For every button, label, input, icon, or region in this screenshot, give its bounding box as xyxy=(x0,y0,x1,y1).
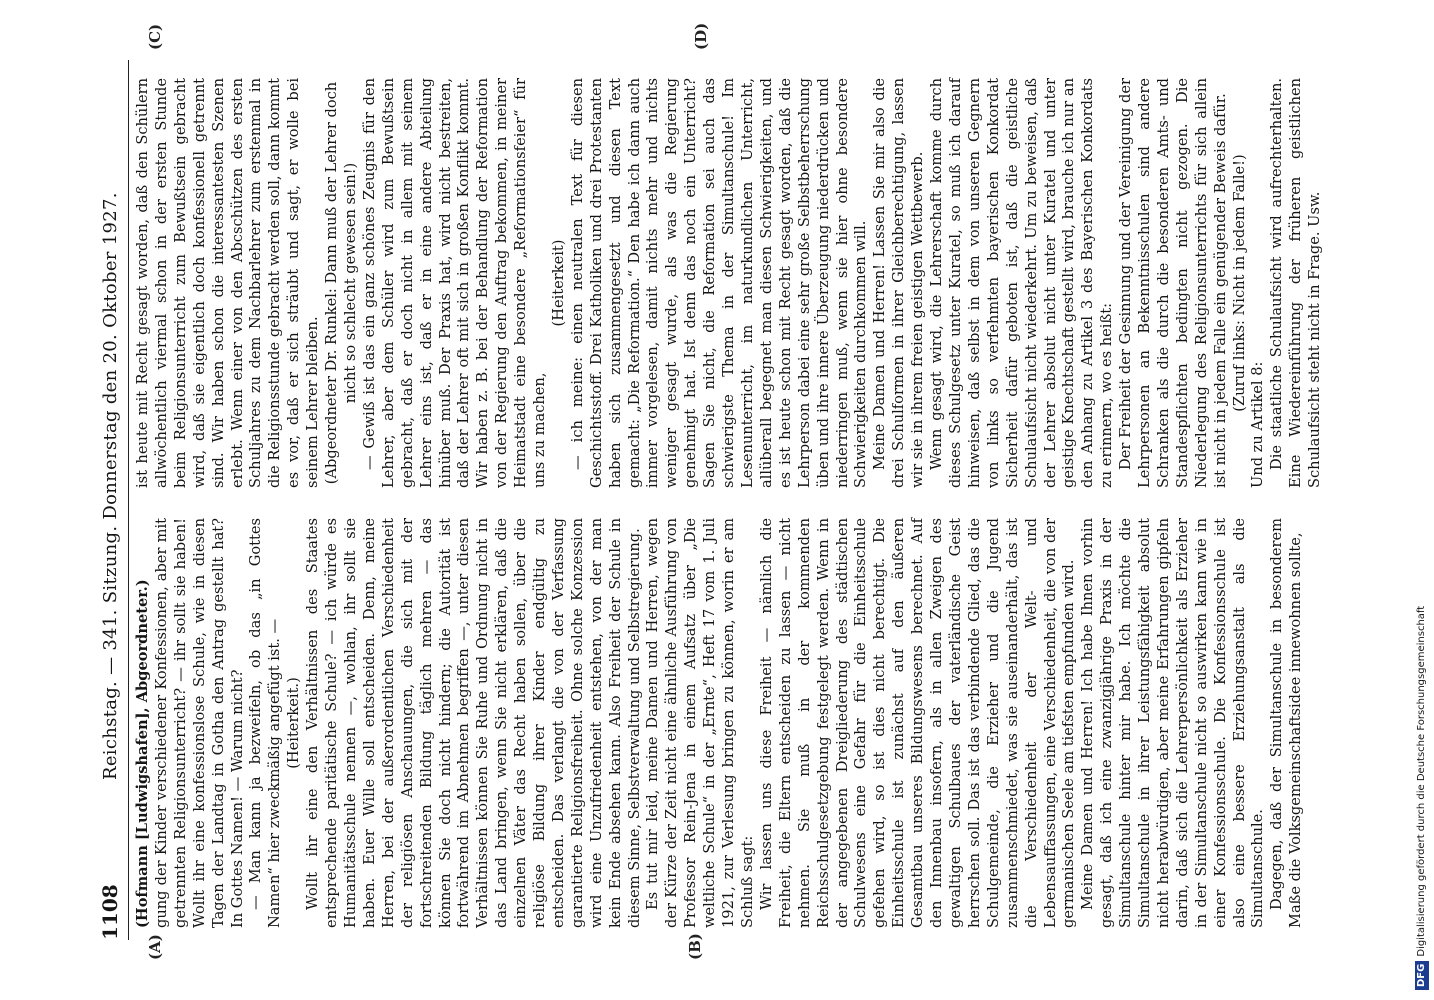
quotation: Der Freiheit der Gesinnung und der Vereinigung der Lehrpersonen an Bekenntnisschulen sind andere Schranken als die durch die besonderen Amts- und Standespflichten bedingten nicht gezogen. Die Niederlegung des Religionsunterrichts für sich allein ist nicht in jedem Falle ein genügender Beweis dafür. xyxy=(1117,78,1229,488)
page-number: 1108 xyxy=(98,884,122,940)
margin-marker-b: (B) xyxy=(686,933,704,960)
dfg-logo: DFG xyxy=(1415,961,1429,990)
paragraph: — ich meine: einen neutralen Text für diesen Geschichtsstoff. Drei Katholiken und drei Protestanten haben sich zusammengesetzt und diesen Text gemacht: „Die Reformation.“ Den habe ich dann auch immer vorgelesen, damit nichts mehr und nichts weniger gesagt wurde, als was die Regierung genehmigt hat. Ist denn das noch ein Unterricht? Sagen Sie nicht, die Reformation sei auch das schwierigste Thema in der Simultanschule! Im Lesenunterricht, im naturkundlichen Unterricht, allüberall begegnet man diesen Schwierigkeiten, und es ist heute schon mit Recht gesagt worden, daß die Lehrperson dabei eine sehr große Selbstbeherrschung üben und ihre innere Überzeugung niederdrücken und niederringen muß, wenn sie hier ohne besondere Schwierigkeiten durchkommen will. xyxy=(568,78,870,488)
header-rule xyxy=(128,60,129,940)
credit-text: Digitalisierung gefördert durch die Deutsche Forschungsgemeinschaft xyxy=(1416,605,1427,957)
quotation: Wir lassen uns diese Freiheit — nämlich die Freiheit, die Eltern entscheiden zu lassen — nicht nehmen. Sie muß in der kommenden Reichsschulgesetzgebung festgelegt werden. Wenn in der angegebenen Dreigliederung des städtischen Schulwesens eine Gefahr für die Einheitsschule gefehen wird, so ist dies nicht berechtigt. Die Einheitsschule ist zunächst auf den äußeren Gesamtbau unseres Bildungswesens berechnet. Auf den Innenbau insofern, als in allen Zweigen des gewaltigen Schulbaues der vaterländische Geist herrschen soll. Das ist das verbindende Glied, das die Schulgemeinde, die Erzieher und die Jugend zusammenschmiedet, was sie auseinanderhält, das ist die Verschiedenheit der Welt- und Lebensauffassungen, eine Verschiedenheit, die von der germanischen Seele am tiefsten empfunden wird. xyxy=(757,518,1078,928)
interjection: (Abgeordneter Dr. Runkel: Dann muß der Lehrer doch nicht so schlecht gewesen sein!) xyxy=(323,81,359,485)
paragraph: gung der Kinder verschiedener Konfessionen, aber mit getrennten Religionsunterricht? — ihr sollt sie haben! Wollt ihr eine konfessionslose Schule, wie in diesen Tagen der Landtag in Gotha den Antrag gestellt hat? In Gottes Namen! — Warum nicht? xyxy=(152,518,246,928)
paragraph: Dagegen, daß der Simultanschule in besonderem Maße die Volksgemeinschaftsidee innewohnen sollte, xyxy=(1268,518,1305,928)
interjection: (Heiterkeit.) xyxy=(285,677,303,769)
paragraph: — Man kann ja bezweifeln, ob das „in Gottes Namen“ hier zweckmäßig angefügt ist. — xyxy=(247,518,284,928)
paragraph: ist heute mit Recht gesagt worden, daß den Schülern allwöchentlich viermal schon in der ersten Stunde beim Religionsunterricht zum Bewußtsein gebracht wird, daß sie eigentlich doch konfessionell getrennt sind. Wir haben schon die interessantesten Szenen erlebt. Wenn einer von den Abcschützen des ersten Schuljahres zu dem Nachbarlehrer zum erstenmal in die Religionsstunde gebracht werden soll, dann kommt es vor, daß er sich sträubt und sagt, er wolle bei seinem Lehrer bleiben. xyxy=(134,78,322,488)
paragraph: Wollt ihr eine den Verhältnissen des Staates entsprechende paritätische Schule? — ich würde es Humanitätsschule nennen —, wohlan, ihr sollt sie haben. Euer Wille soll entscheiden. Denn, meine Herren, bei der außerordentlichen Verschiedenheit der religiösen Anschauungen, die sich mit der fortschreitenden Bildung täglich mehren — das können Sie doch nicht hindern; die Autorität ist fortwährend im Abnehmen begriffen —, unter diesen Verhältnissen können Sie Ruhe und Ordnung nicht in das Land bringen, wenn Sie nicht erklären, daß die einzelnen Väter das Recht haben sollen, über die religiöse Bildung ihrer Kinder endgültig zu entscheiden. Das verlangt die von der Verfassung garantierte Religionsfreiheit. Ohne solche Konzession wird eine Unzufriedenheit entstehen, von der man kein Ende absehen kann. Also Freiheit der Schule in diesem Sinne, Selbstverwaltung und Selbstregierung. xyxy=(304,518,643,928)
paragraph: Und zu Artikel 8: xyxy=(1249,361,1267,488)
margin-marker-d: (D) xyxy=(692,22,710,50)
paragraph: Meine Damen und Herren! Ich habe Ihnen vorhin gesagt, daß ich eine zwanzigjährige Praxis in der Simultanschule hinter mir habe. Ich möchte die Simultanschule in ihrer Leistungsfähigkeit absolut nicht herabwürdigen, aber meine Erfahrungen gipfeln darin, daß sich die Lehrerpersönlichkeit als Erzieher in der Simultanschule nicht so auswirken kann wie in einer Konfessionsschule. Die Konfessionsschule ist also eine bessere Erziehungsanstalt als die Simultanschule. xyxy=(1079,518,1267,928)
right-column xyxy=(134,78,1324,488)
running-title: Reichstag. — 341. Sitzung. Donnerstag den 20. Oktober 1927. xyxy=(100,192,121,780)
digitization-credit xyxy=(1412,0,1432,1000)
paragraph: Meine Damen und Herren! Lassen Sie mir also die drei Schulformen in ihrer Gleichberechtigung, lassen wir sie in ihrem freien geistigen Wettbewerb. xyxy=(871,78,927,488)
quotation: Die staatliche Schulaufsicht wird aufrechterhalten. Eine Wiedereinführung der früheren geistlichen Schulaufsicht steht nicht in Frage. Usw. xyxy=(1268,78,1324,488)
speaker-line: (Hofmann [Ludwigshafen], Abgeordneter.) xyxy=(134,579,151,928)
paragraph: Wenn gesagt wird, die Lehrerschaft komme durch dieses Schulgesetz unter Kuratel, so muß ich darauf hinweisen, daß selbst in dem von unseren Gegnern von links so verfehmten bayerischen Konkordat Sicherheit dafür geboten ist, daß die geistliche Schulaufsicht nicht wiederkehrt. Um zu beweisen, daß der Lehrer absolut nicht unter Kuratel und unter geistige Knechtschaft gestellt wird, brauche ich nur an den Anhang zu Artikel 3 des Bayerischen Konkordats zu erinnern, wo es heißt: xyxy=(928,78,1116,488)
interjection: (Heiterkeit) xyxy=(549,239,567,327)
interjection: (Zuruf links: Nicht in jedem Falle!) xyxy=(1230,154,1248,412)
page-header xyxy=(98,60,128,940)
left-column xyxy=(134,518,1305,928)
margin-marker-a: (A) xyxy=(146,934,164,960)
margin-marker-c: (C) xyxy=(146,23,164,50)
paragraph: — Gewiß ist das ein ganz schönes Zeugnis für den Lehrer, aber dem Schüler wird zum Bewußtsein gebracht, daß er doch nicht in allem mit seinem Lehrer eins ist, daß er in eine andere Abteilung hinüber muß. Der Praxis hat, wird nicht bestreiten, daß der Lehrer oft mit sich in großen Konflikt kommt. Wir haben z. B. bei der Behandlung der Reformation von der Regierung den Auftrag bekommen, in meiner Heimatstadt eine besondere „Reformationsfeier“ für uns zu machen, xyxy=(360,78,549,488)
paragraph: Es tut mir leid, meine Damen und Herren, wegen der Kürze der Zeit nicht eine ähnliche Ausführung von Professor Rein-Jena in einem Aufsatz über „Die weltliche Schule“ in der „Ernte“, Heft 17 vom 1. Juli 1921, zur Verlesung bringen zu können, worin er am Schluß sagt: xyxy=(644,518,756,928)
